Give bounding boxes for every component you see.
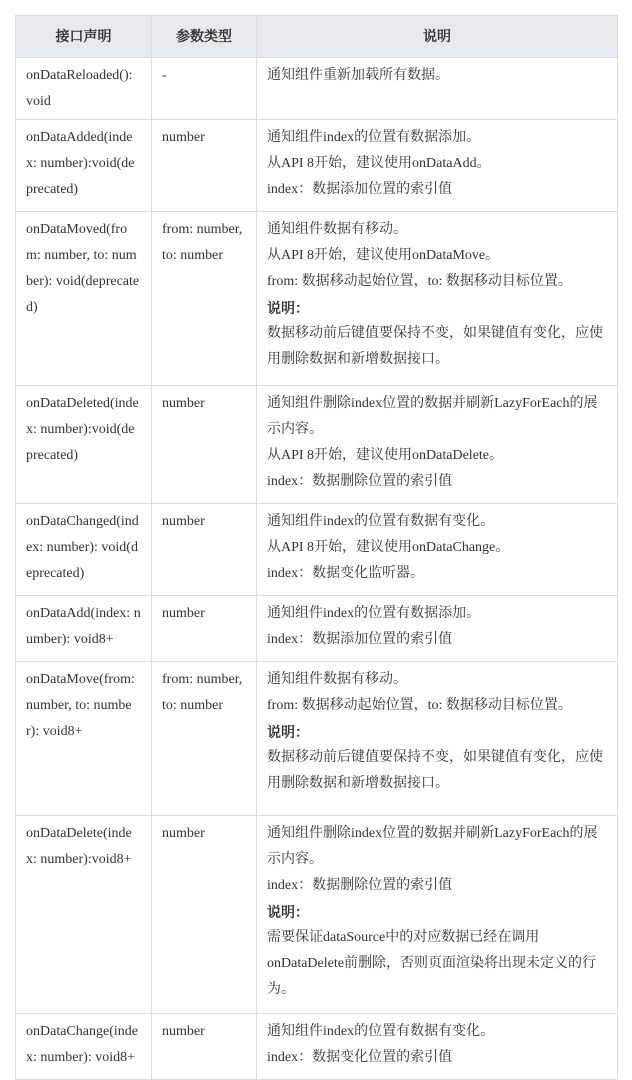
header-signature: 接口声明 [16, 16, 152, 58]
cell-description [257, 386, 618, 504]
cell-description [257, 596, 618, 662]
cell-signature: onDataChanged(index: number): void(deprecated) [16, 504, 152, 596]
description-line: 数据移动前后键值要保持不变，如果键值有变化，应使用删除数据和新增数据接口。 [267, 326, 603, 367]
description-line: index：数据添加位置的索引值 [267, 632, 453, 647]
description-line: 通知组件index的位置有数据添加。 [267, 130, 481, 145]
cell-description [257, 504, 618, 596]
note-label: 说明： [267, 724, 309, 740]
description-line: 通知组件删除index位置的数据并刷新LazyForEach的展示内容。 [267, 396, 598, 437]
cell-param-type: number [152, 504, 257, 596]
cell-signature: onDataMoved(from: number, to: number): void(deprecated) [16, 212, 152, 386]
cell-signature: onDataAdded(index: number):void(deprecated) [16, 120, 152, 212]
description-line: 从API 8开始，建议使用onDataAdd。 [267, 156, 491, 171]
cell-description [257, 662, 618, 816]
description-line: 从API 8开始，建议使用onDataChange。 [267, 540, 510, 555]
cell-signature: onDataAdd(index: number): void8+ [16, 596, 152, 662]
cell-param-type: from: number, to: number [152, 662, 257, 816]
cell-signature: onDataChange(index: number): void8+ [16, 1014, 152, 1080]
cell-param-type: from: number, to: number [152, 212, 257, 386]
api-table [15, 15, 618, 1080]
cell-param-type: number [152, 120, 257, 212]
table-row [16, 1014, 618, 1080]
table-row [16, 596, 618, 662]
cell-description [257, 212, 618, 386]
cell-param-type: number [152, 596, 257, 662]
description-line: 通知组件数据有移动。 [267, 672, 407, 687]
description-line: index：数据变化监听器。 [267, 566, 425, 581]
cell-signature: onDataDelete(index: number):void8+ [16, 816, 152, 1014]
table-row [16, 386, 618, 504]
note-label: 说明： [267, 300, 309, 316]
table-row [16, 212, 618, 386]
cell-signature: onDataMove(from: number, to: number): void8+ [16, 662, 152, 816]
cell-param-type: number [152, 816, 257, 1014]
description-line: 通知组件index的位置有数据有变化。 [267, 514, 495, 529]
description-line: index：数据删除位置的索引值 [267, 878, 453, 893]
cell-signature: onDataDeleted(index: number):void(deprecated) [16, 386, 152, 504]
description-line: 需要保证dataSource中的对应数据已经在调用onDataDelete前删除，否则页面渲染将出现未定义的行为。 [267, 930, 596, 997]
description-line: 数据移动前后键值要保持不变，如果键值有变化，应使用删除数据和新增数据接口。 [267, 750, 603, 791]
description-line: 通知组件重新加载所有数据。 [267, 68, 449, 83]
description-line: index：数据添加位置的索引值 [267, 182, 453, 197]
cell-param-type: - [152, 58, 257, 120]
cell-description [257, 816, 618, 1014]
description-line: 从API 8开始，建议使用onDataDelete。 [267, 448, 504, 463]
cell-param-type: number [152, 386, 257, 504]
table-row [16, 662, 618, 816]
header-param-type: 参数类型 [152, 16, 257, 58]
table-row [16, 58, 618, 120]
table-row [16, 504, 618, 596]
description-line: index：数据删除位置的索引值 [267, 474, 453, 489]
cell-signature: onDataReloaded(): void [16, 58, 152, 120]
table-row [16, 816, 618, 1014]
description-line: 通知组件index的位置有数据添加。 [267, 606, 481, 621]
cell-description [257, 58, 618, 120]
header-description: 说明 [257, 16, 618, 58]
description-line: 通知组件删除index位置的数据并刷新LazyForEach的展示内容。 [267, 826, 598, 867]
description-line: 通知组件数据有移动。 [267, 222, 407, 237]
description-line: from: 数据移动起始位置，to: 数据移动目标位置。 [267, 698, 572, 713]
description-line: from: 数据移动起始位置，to: 数据移动目标位置。 [267, 274, 572, 289]
note-label: 说明： [267, 904, 309, 920]
cell-param-type: number [152, 1014, 257, 1080]
table-header-row [16, 16, 618, 58]
cell-description [257, 1014, 618, 1080]
cell-description [257, 120, 618, 212]
description-line: index：数据变化位置的索引值 [267, 1050, 453, 1065]
description-line: 从API 8开始，建议使用onDataMove。 [267, 248, 500, 263]
description-line: 通知组件index的位置有数据有变化。 [267, 1024, 495, 1039]
table-row [16, 120, 618, 212]
